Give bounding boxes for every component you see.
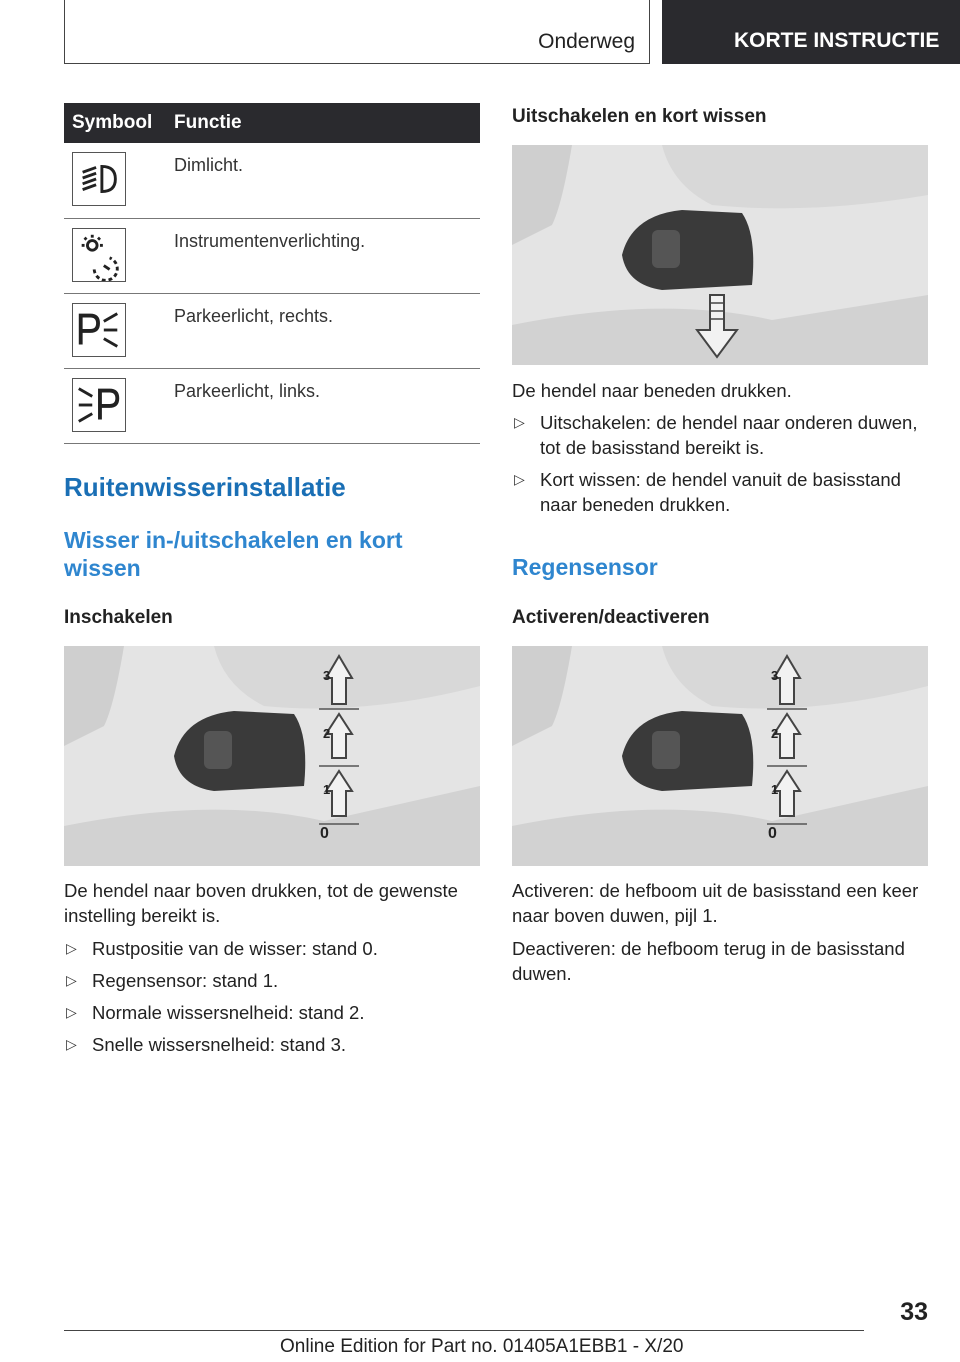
illustration-lever-up [64, 646, 480, 866]
header-section-title: Onderweg [538, 30, 635, 53]
triangle-bullet-icon: ▷ [514, 471, 525, 487]
rain-sensor-deactivate-text: Deactiveren: de hefboom terug in de basisstand duwen. [512, 938, 905, 984]
footer-edition: Online Edition for Part no. 01405A1EBB1 - X/20 [280, 1336, 684, 1357]
symbol-table-header [64, 103, 480, 143]
list-item: ▷ Snelle wissersnelheid: stand 3. [66, 1034, 347, 1055]
illustration-lever-down [512, 145, 928, 365]
stage-label-3: 3 [771, 668, 779, 683]
stage-label-2: 2 [323, 726, 331, 741]
heading-activate-deactivate: Activeren/deactiveren [512, 607, 710, 628]
table-row [64, 143, 480, 218]
list-item: ▷ Rustpositie van de wisser: stand 0. [66, 938, 378, 959]
header-chapter-title: KORTE INSTRUCTIE [734, 29, 940, 52]
stage-label-0: 0 [320, 825, 329, 842]
illustration-rain-sensor [512, 646, 928, 866]
section-title-wiper: Ruitenwisserinstallatie [64, 472, 346, 502]
triangle-bullet-icon: ▷ [66, 940, 77, 956]
triangle-bullet-icon: ▷ [66, 1004, 77, 1020]
table-row [64, 368, 480, 443]
col-symbol-header: Symbool [64, 103, 174, 143]
triangle-bullet-icon: ▷ [514, 414, 525, 430]
parking-light-right-icon [72, 303, 126, 357]
list-item: ▷ Regensensor: stand 1. [66, 970, 279, 991]
footer-divider [64, 1330, 864, 1331]
function-cell: Parkeerlicht, rechts. [174, 293, 480, 368]
stage-label-3: 3 [323, 668, 331, 683]
list-item: ▷ Kort wissen: de hendel vanuit de basisstand naar beneden drukken. [514, 469, 901, 515]
function-cell: Parkeerlicht, links. [174, 368, 480, 443]
page-number: 33 [900, 1298, 928, 1326]
subsection-title-wiper: Wisser in-/uitschakelen en kort wissen [64, 527, 403, 581]
stage-label-0: 0 [768, 825, 777, 842]
symbol-table [64, 103, 480, 444]
section-title-rain-sensor: Regensensor [512, 554, 658, 580]
header-frame [64, 0, 650, 64]
stage-label-1: 1 [771, 782, 779, 797]
stage-label-1: 1 [323, 782, 331, 797]
rain-sensor-activate-text: Activeren: de hefboom uit de basisstand een keer naar boven duwen, pijl 1. [512, 880, 919, 926]
list-item: ▷ Normale wissersnelheid: stand 2. [66, 1002, 365, 1023]
col-function-header: Functie [174, 103, 480, 143]
function-cell: Instrumentenverlichting. [174, 218, 480, 293]
parking-light-left-icon [72, 378, 126, 432]
table-row [64, 218, 480, 293]
switch-off-text: De hendel naar beneden drukken. [512, 380, 792, 401]
heading-switch-on: Inschakelen [64, 607, 173, 628]
header-chapter-tab [662, 0, 960, 64]
stage-label-2: 2 [771, 726, 779, 741]
low-beam-icon [72, 152, 126, 206]
switch-on-text: De hendel naar boven drukken, tot de gewenste instelling bereikt is. [64, 880, 458, 926]
triangle-bullet-icon: ▷ [66, 972, 77, 988]
heading-switch-off: Uitschakelen en kort wissen [512, 106, 767, 127]
function-cell: Dimlicht. [174, 143, 480, 218]
table-row [64, 293, 480, 368]
instrument-lighting-icon [72, 228, 126, 282]
list-item: ▷ Uitschakelen: de hendel naar onderen duwen, tot de basisstand bereikt is. [514, 412, 918, 458]
triangle-bullet-icon: ▷ [66, 1036, 77, 1052]
